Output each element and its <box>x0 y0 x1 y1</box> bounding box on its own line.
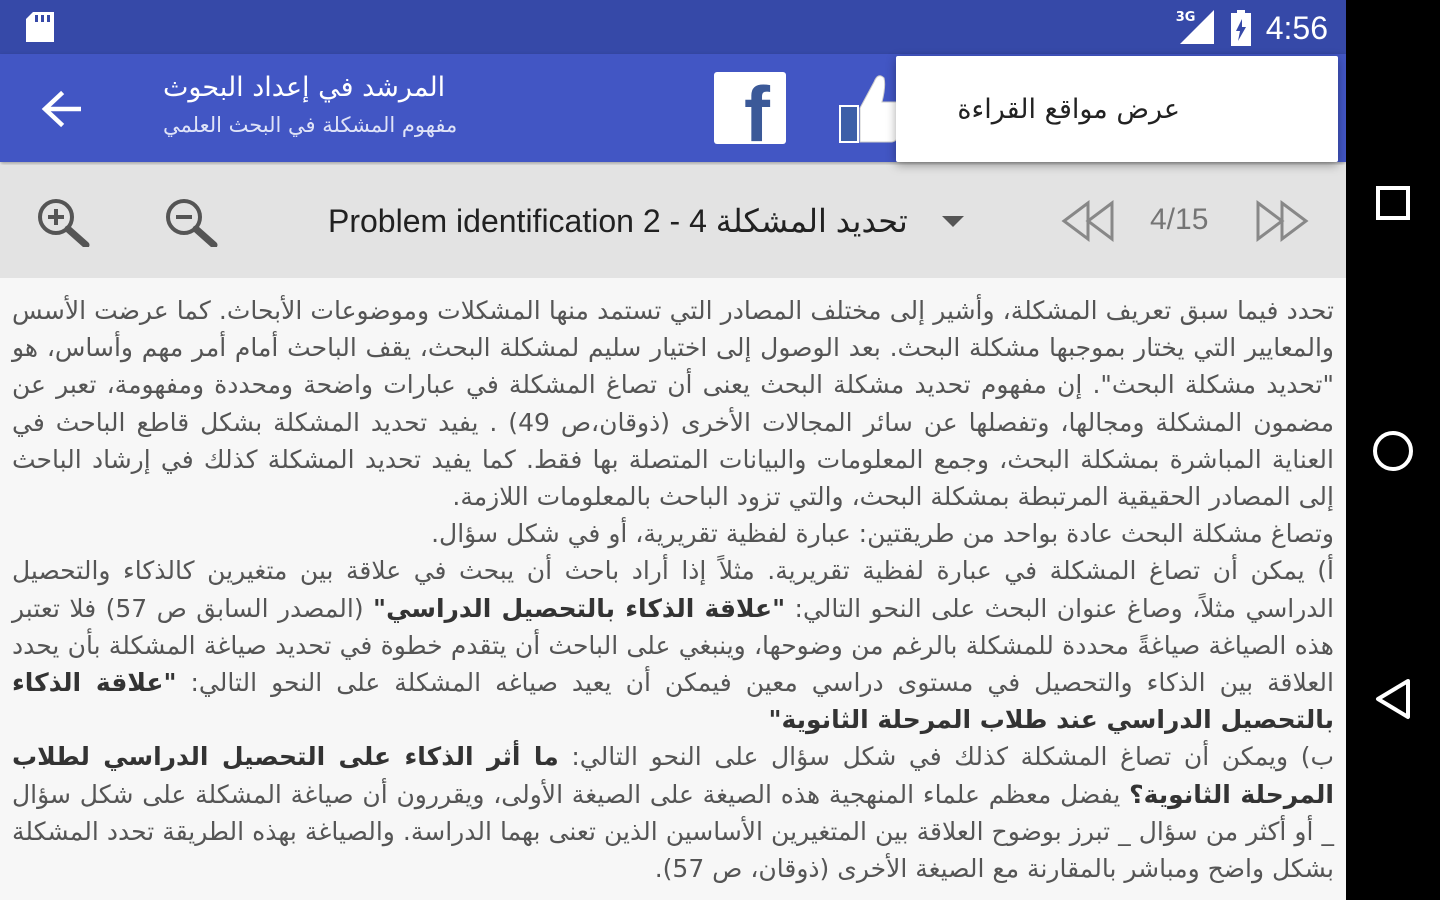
signal-icon <box>1176 8 1216 48</box>
recents-button[interactable] <box>1346 156 1440 250</box>
menu-item-reading-positions[interactable]: عرض مواقع القراءة <box>957 93 1180 125</box>
page-indicator: 4/15 <box>1150 203 1209 236</box>
title-block <box>163 70 603 140</box>
article-body <box>0 278 1346 887</box>
back-button[interactable] <box>34 84 88 134</box>
zoom-out-icon[interactable] <box>164 197 218 247</box>
facebook-icon: f <box>744 72 770 144</box>
zoom-in-icon[interactable] <box>36 197 90 247</box>
article-content[interactable] <box>0 278 1346 900</box>
sd-card-icon <box>26 12 54 42</box>
paragraph <box>12 738 1334 887</box>
paragraph-text: ب) ويمكن أن تصاغ المشكلة كذلك في شكل سؤال على النحو التالي: <box>558 742 1334 772</box>
app-subtitle: مفهوم المشكلة في البحث العلمي <box>163 113 458 137</box>
chapter-dropdown[interactable] <box>328 195 964 247</box>
paragraph <box>12 552 1334 738</box>
previous-page-icon[interactable] <box>1060 199 1116 243</box>
paragraph-text: (المصدر السابق ص 57) فلا تعتبر هذه الصياغة صياغةً محددة للمشكلة بالرغم من وضوحها، وينبغي على الباحث أن يتقدم خطوة في تحديد صياغة المشكلة بأن يحدد العلاقة بين الذكاء والتحصيل في مستوى دراسي معين فيمكن أن يعيد صياغه المشكلة على النحو التالي: <box>12 593 1334 698</box>
paragraph: تحدد فيما سبق تعريف المشكلة، وأشير إلى مختلف المصادر التي تستمد منها المشكلات وموضوعات الأبحاث. كما عرضت الأسس والمعايير التي يختار بموجبها مشكلة البحث. بعد الوصول إلى اختيار سليم لمشكلة البحث، يقف الباحث أمام أمر مهم وأساس، هو "تحديد مشكلة البحث". إن مفهوم تحديد مشكلة البحث يعنى أن تصاغ المشكلة في عبارات واضحة ومحددة ومفهومة، تعبر عن مضمون المشكلة ومجالها، وتفصلها عن سائر المجالات الأخرى (ذوقان،ص 49) . يفيد تحديد المشكلة بشكل قاطع الباحث في العناية المباشرة بمشكلة البحث، وجمع المعلومات والبيانات المتصلة بها فقط. كما يفيد تحديد المشكلة كذلك في إرشاد الباحث إلى المصادر الحقيقية المرتبطة بمشكلة البحث، والتي تزود الباحث بالمعلومات اللازمة. <box>12 296 1334 512</box>
home-button[interactable] <box>1346 404 1440 498</box>
chapter-label: Problem identification 2 - 4 تحديد المشكلة <box>328 203 908 239</box>
overflow-popup-menu <box>896 56 1338 162</box>
back-icon <box>1373 677 1413 721</box>
network-type: 3G <box>1175 10 1196 25</box>
status-bar <box>0 0 1346 54</box>
back-arrow-icon <box>41 90 81 128</box>
app-title: المرشد في إعداد البحوث <box>163 72 446 103</box>
recents-icon <box>1375 185 1411 221</box>
clock: 4:56 <box>1265 9 1328 46</box>
paragraph: وتصاغ مشكلة البحث عادة بواحد من طريقتين: عبارة لفظية تقريرية، أو في شكل سؤال. <box>431 519 1334 549</box>
emphasis-text: "علاقة الذكاء بالتحصيل الدراسي عند طلاب المرحلة الثانوية" <box>12 668 1334 735</box>
battery-icon <box>1230 10 1252 46</box>
emphasis-text: "علاقة الذكاء بالتحصيل الدراسي" <box>373 593 786 623</box>
nav-back-button[interactable] <box>1346 652 1440 746</box>
paragraph-text: يفضل معظم علماء المنهجية هذه الصيغة على الصيغة الأولى، ويقررون أن صياغة المشكلة على شكل سؤال _ أو أكثر من سؤال _ تبرز بوضوح العلاقة بين المتغيرين الأساسين الذين تعنى بهما الدراسة. والصياغة بهذه الطريقة تحدد المشكلة بشكل واضح ومباشر بالمقارنة مع الصيغة الأخرى (ذوقان، ص 57). <box>12 779 1334 884</box>
system-nav-bar <box>1346 0 1440 900</box>
dropdown-arrow-icon <box>942 216 964 227</box>
paragraph-text: أ) يمكن أن تصاغ المشكلة في عبارة لفظية تقريرية. مثلاً إذا أراد باحث أن يبحث في علاقة بين متغيرين كالذكاء والتحصيل الدراسي مثلاً، وصاغ عنوان البحث على النحو التالي: <box>12 556 1334 623</box>
reader-toolbar <box>0 165 1346 278</box>
emphasis-text: ما أثر الذكاء على التحصيل الدراسي لطلاب المرحلة الثانوية؟ <box>12 742 1334 809</box>
next-page-icon[interactable] <box>1254 199 1310 243</box>
home-icon <box>1371 429 1415 473</box>
facebook-share-button[interactable] <box>714 72 786 144</box>
